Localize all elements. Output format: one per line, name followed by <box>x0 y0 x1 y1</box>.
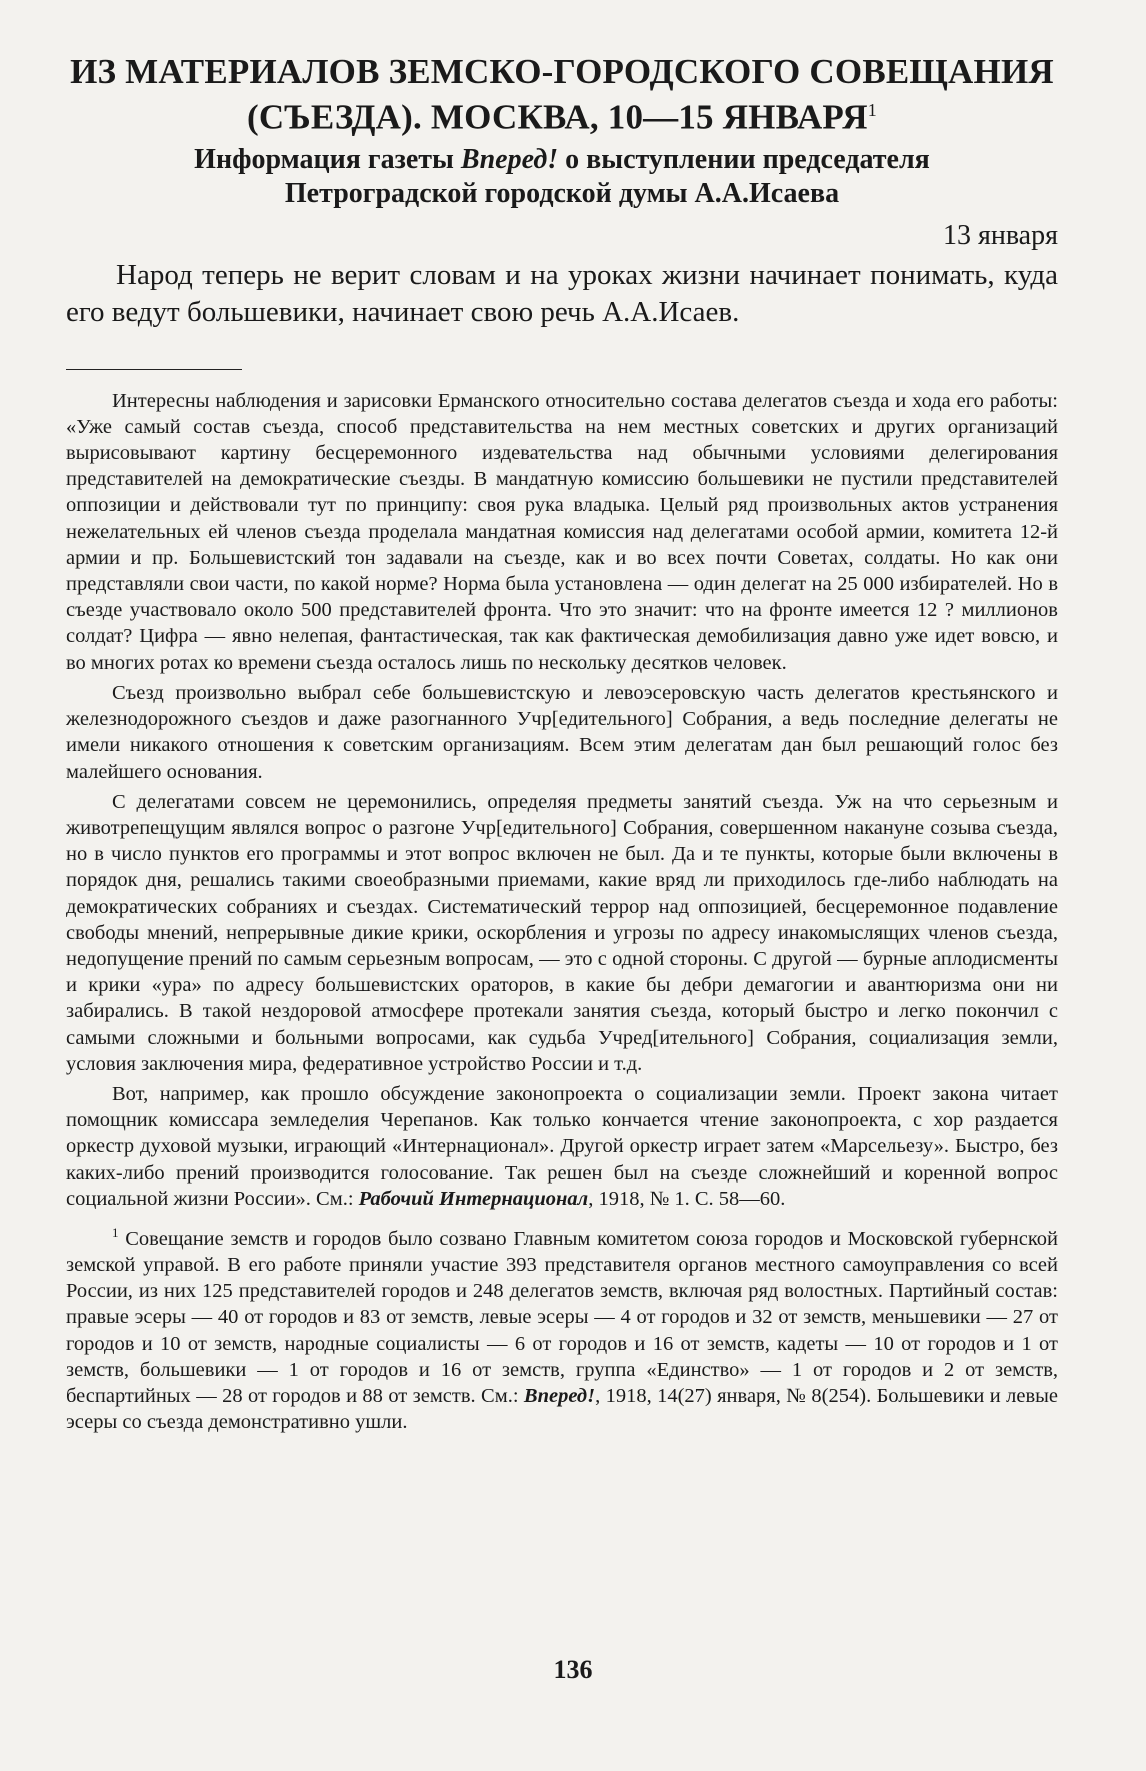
footnote-tail: , 1918, 14(27) января, № 8(254). Большевики и левые эсеры со съезда демонстративно ушли. <box>66 1385 1058 1434</box>
title-line-1: ИЗ МАТЕРИАЛОВ ЗЕМСКО-ГОРОДСКОГО СОВЕЩАНИЯ <box>70 52 1054 91</box>
note-paragraph-2: Съезд произвольно выбрал себе большевистскую и левоэсеровскую часть делегатов крестьянского и железнодорожного съездов и даже разогнанного Учр[едительного] Собрания, а ведь последние делегаты не имели никакого отношения к советским организациям. Всем этим делегатам дан был решающий голос без малейшего основания. <box>66 681 1058 783</box>
note-paragraph-4 <box>66 1081 1058 1212</box>
note-p4-tail: , 1918, № 1. С. 58—60. <box>588 1187 786 1210</box>
footnote-source: Вперед! <box>523 1385 596 1407</box>
document-date: 13 января <box>942 219 1058 251</box>
subtitle-source: Вперед! <box>460 143 559 175</box>
footnote-mark: 1 <box>112 1224 119 1240</box>
note-paragraph-3: С делегатами совсем не церемонились, определяя предметы занятий съезда. Уж на что серьезным и животрепещущим являлся вопрос о разгоне Учр[едительного] Собрания, совершенном накануне созыва съезда, но в число пунктов его программы и этот вопрос включен не был. Да и те пункты, которые были включены в порядок дня, решались такими своеобразными приемами, какие вряд ли приходилось где-либо наблюдать на демократических собраниях и съездах. Систематический террор над оппозицией, бесцеремонное подавление свободы мнений, непрерывные дикие крики, оскорбления и угрозы по адресу инакомыслящих членов съезда, недопущение прений по самым серьезным вопросам, — это с одной стороны. С другой — бурные аплодисменты и крики «ура» по адресу большевистских ораторов, в какие бы дебри демагогии и авантюризма они ни забирались. В такой нездоровой атмосфере протекали занятия съезда, который быстро и легко покончил с самыми сложными и больными вопросами, как судьба Учред[ительного] Собрания, социализация земли, условия заключения мира, федеративное устройство России и т.д. <box>66 790 1058 1075</box>
lead-paragraph: Народ теперь не верит словам и на уроках жизни начинает понимать, куда его ведут большевики, начинает свою речь А.А.Исаев. <box>66 258 1058 328</box>
footnote <box>66 1220 1058 1435</box>
notes-divider <box>66 369 242 370</box>
note-paragraph-1: Интересны наблюдения и зарисовки Ерманского относительно состава делегатов съезда и хода его работы: «Уже самый состав съезда, способ представительства на нем местных советских и других организаций вырисовывают картину бесцеремонного издевательства над обычными условиями делегирования представителей на демократические съезды. В мандатную комиссию большевики не пустили представителей оппозиции и действовали тут по принципу: своя рука владыка. Целый ряд произвольных актов устранения нежелательных ей членов съезда проделала мандатная комиссия над делегатами особой армии, комитета 12-й армии и пр. Большевистский тон задавали на съезде, как и во всех почти Советах, солдаты. Но как они представляли свои части, по какой норме? Норма была установлена — один делегат на 25 000 избирателей. Но в съезде участвовало около 500 представителей фронта. Что это значит: что на фронте имеется 12 ? миллионов солдат? Цифра — явно нелепая, фантастическая, так как фактическая демобилизация давно уже идет вовсю, и во многих ротах ко времени съезда осталось лишь по нескольку десятков человек. <box>66 389 1058 674</box>
page-number: 136 <box>553 1655 593 1684</box>
subtitle-pre: Информация газеты <box>194 143 461 175</box>
title-footnote-mark: 1 <box>867 100 877 120</box>
document-subtitle <box>66 143 1058 211</box>
note-p4-source: Рабочий Интернационал <box>358 1187 589 1210</box>
title-line-2: (СЪЕЗДА). МОСКВА, 10—15 ЯНВАРЯ <box>247 97 868 137</box>
footnote-text: Совещание земств и городов было созвано Главным комитетом союза городов и Московской губернской земской управой. В его работе приняли участие 393 представителя органов местного самоуправления со всей России, из них 125 представителей городов и 248 делегатов земств, включая ряд волостных. Партийный состав: правые эсеры — 40 от городов и 83 от земств, левые эсеры — 4 от городов и 32 от земств, меньшевики — 27 от городов и 10 от земств, народные социалисты — 6 от городов и 16 от земств, кадеты — 10 от городов и 1 от земств, большевики — 1 от городов и 16 от земств, группа «Единство» — 1 от городов и 2 от земств, беспартийных — 28 от городов и 88 от земств. См.: <box>66 1227 1058 1407</box>
document-title <box>66 52 1058 137</box>
subtitle-line-2: Петроградской городской думы А.А.Исаева <box>284 177 840 209</box>
subtitle-post: о выступлении председателя <box>558 143 930 175</box>
note-p4-text: Вот, например, как прошло обсуждение законопроекта о социализации земли. Проект закона читает помощник комиссара земледелия Черепанов. Как только кончается чтение законопроекта, с хор раздается оркестр духовой музыки, играющий «Интернационал». Другой оркестр играет затем «Марсельезу». Быстро, без каких-либо прений производится голосование. Так решен был на съезде сложнейший и коренной вопрос социальной жизни России». См.: <box>66 1082 1058 1210</box>
